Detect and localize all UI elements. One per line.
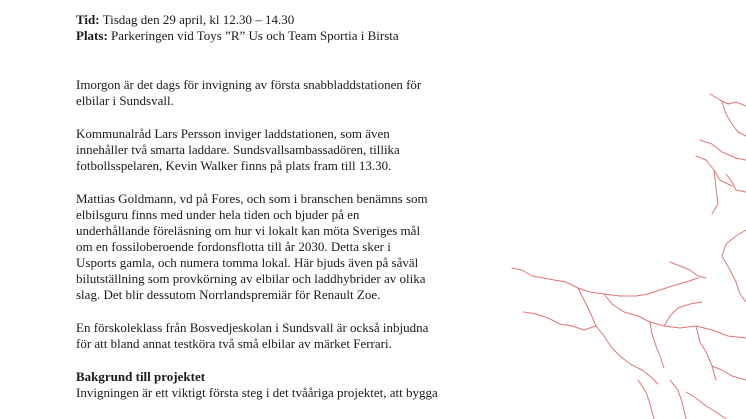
document-content bbox=[76, 12, 476, 401]
paragraph-invitation bbox=[76, 77, 476, 109]
text-line: Invigningen är ett viktigt första steg i det tvååriga projektet, att bygga bbox=[76, 385, 438, 400]
background-heading: Bakgrund till projektet bbox=[76, 369, 206, 384]
text-line: Mattias Goldmann, vd på Fores, och som i branschen benämns som bbox=[76, 191, 428, 206]
road-line bbox=[604, 294, 746, 338]
road-line bbox=[638, 380, 654, 419]
road-line bbox=[710, 94, 746, 106]
road-line bbox=[730, 270, 746, 302]
road-line bbox=[664, 302, 702, 326]
text-line: elbilar i Sundsvall. bbox=[76, 93, 174, 108]
place-label: Plats: bbox=[76, 28, 108, 43]
spacer bbox=[76, 352, 476, 369]
text-line: Imorgon är det dags för invigning av första snabbladdstationen för bbox=[76, 77, 422, 92]
spacer bbox=[76, 303, 476, 320]
text-line: underhållande föreläsning om hur vi lokalt kan möta Sveriges mål bbox=[76, 223, 421, 238]
road-line bbox=[686, 392, 726, 419]
paragraph-opening bbox=[76, 126, 476, 174]
paragraph-background bbox=[76, 385, 476, 401]
text-line: Kommunalråd Lars Persson inviger laddstationen, som även bbox=[76, 126, 390, 141]
spacer bbox=[76, 44, 476, 77]
road-line bbox=[696, 326, 716, 380]
text-line: fotbollsspelaren, Kevin Walker finns på plats fram till 13.30. bbox=[76, 158, 392, 173]
paragraph-lecture bbox=[76, 191, 476, 303]
road-line bbox=[712, 366, 746, 380]
time-value: Tisdag den 29 april, kl 12.30 – 14.30 bbox=[102, 12, 295, 27]
time-label: Tid: bbox=[76, 12, 100, 27]
road-line bbox=[726, 174, 746, 192]
place-value: Parkeringen vid Toys ”R” Us och Team Sportia i Birsta bbox=[111, 28, 399, 43]
road-line bbox=[650, 322, 664, 368]
road-line bbox=[512, 268, 698, 296]
road-map-decoration bbox=[500, 80, 746, 419]
text-line: slag. Det blir dessutom Norrlandspremiär för Renault Zoe. bbox=[76, 287, 381, 302]
text-line: för att bland annat testköra två små elbilar av märket Ferrari. bbox=[76, 336, 392, 351]
text-line: bilutställning som provkörning av elbilar och laddhybrider av olika bbox=[76, 271, 426, 286]
spacer bbox=[76, 174, 476, 191]
road-line bbox=[700, 140, 746, 160]
event-place-line bbox=[76, 28, 476, 44]
road-line bbox=[712, 170, 718, 214]
paragraph-preschool bbox=[76, 320, 476, 352]
text-line: Usports gamla, och numera tomma lokal. Här bjuds även på såväl bbox=[76, 255, 419, 270]
spacer bbox=[76, 109, 476, 126]
text-line: om en fossiloberoende fordonsflotta till år 2030. Detta sker i bbox=[76, 239, 391, 254]
road-line bbox=[722, 230, 746, 270]
road-line bbox=[612, 348, 658, 384]
text-line: elbilsguru finns med under hela tiden och bjuder på en bbox=[76, 207, 360, 222]
road-line bbox=[670, 262, 706, 278]
road-line bbox=[722, 102, 746, 136]
road-line bbox=[524, 312, 596, 330]
event-time-line bbox=[76, 12, 476, 28]
text-line: innehåller två smarta laddare. Sundsvallsambassadören, tillika bbox=[76, 142, 400, 157]
road-line bbox=[670, 380, 686, 419]
text-line: En förskoleklass från Bosvedjeskolan i Sundsvall är också inbjudna bbox=[76, 320, 429, 335]
